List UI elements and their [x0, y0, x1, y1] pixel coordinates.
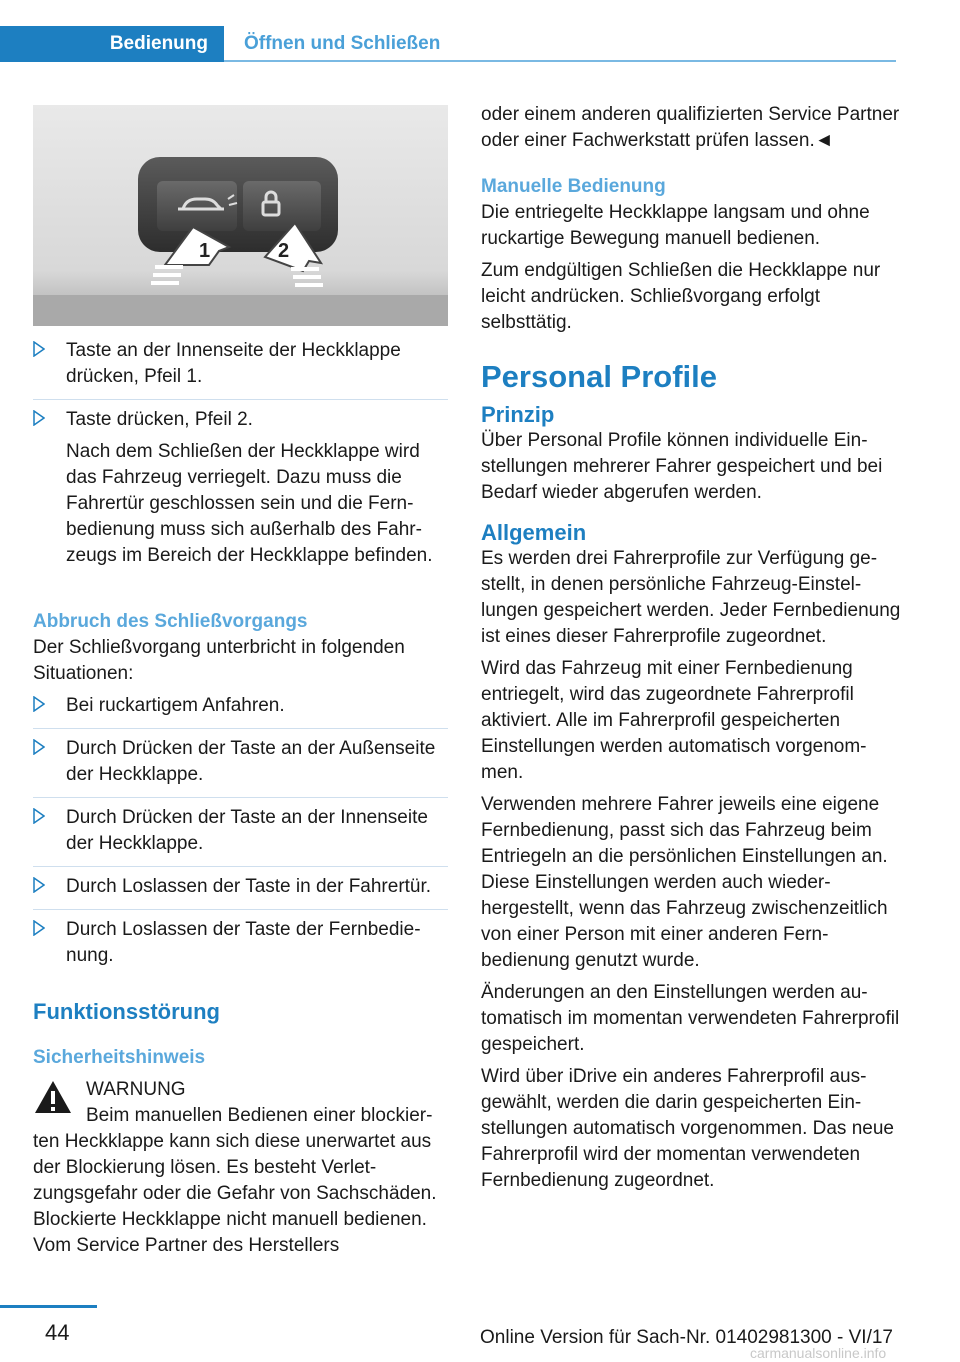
warning-block	[33, 1077, 448, 1259]
triangle-bullet-icon	[33, 739, 45, 755]
page-number: 44	[45, 1320, 70, 1345]
manual-heading: Manuelle Bedienung	[481, 176, 666, 197]
general-paragraph: Es werden drei Fahrerprofile zur Verfügung gestellt, in denen persönliche Fahrzeug-Einstellungen gespeichert werden. Jeder Fernbedienung ist eines dieser Fahrerprofile zugeordnet.	[481, 548, 901, 647]
list-item: Durch Drücken der Taste an der Innenseite der Heckklappe.	[33, 805, 448, 867]
triangle-bullet-icon	[33, 410, 45, 426]
chapter-header	[0, 26, 440, 62]
open-tailgate-button	[157, 181, 237, 231]
abort-heading: Abbruch des Schließvorgangs	[33, 611, 308, 632]
triangle-bullet-icon	[33, 696, 45, 712]
abort-list	[33, 693, 448, 978]
abort-intro: Der Schließvorgang unterbricht in folgenden Situationen:	[33, 637, 405, 684]
list-item: Bei ruckartigem Anfahren.	[33, 693, 448, 729]
steps-list	[33, 338, 448, 584]
left-column	[33, 338, 448, 1259]
svg-text:1: 1	[199, 240, 211, 262]
chapter-tab: Öffnen und Schließen	[244, 33, 441, 54]
triangle-bullet-icon	[33, 341, 45, 357]
list-item: Durch Loslassen der Taste in der Fahrertür.	[33, 874, 448, 910]
section-tab: Bedienung	[0, 26, 224, 62]
warning-label: WARNUNG	[86, 1079, 186, 1100]
warning-text: Beim manuellen Bedienen einer blockierten Heckklappe kann sich diese unerwartet aus der Blockierung lösen. Es besteht Verletzungsgefahr oder die Gefahr von Sachschäden. Blockierte Heckklappe nicht manuell bedienen. Vom Service Partner des Herstellers	[33, 1105, 437, 1256]
triangle-bullet-icon	[33, 808, 45, 824]
general-paragraph: Wird das Fahrzeug mit einer Fernbedienung entriegelt, wird das zugeordnete Fahrerprofil aktiviert. Alle im Fahrerprofil gespeicherten Einstellungen werden automatisch vorgenommen.	[481, 658, 867, 783]
list-item: Taste drücken, Pfeil 2. Nach dem Schließen der Heckklappe wird das Fahrzeug verriegelt. Dazu muss die Fahrertür geschlossen sein und die Fernbedienung muss sich außerhalb des Fahrzeugs im Bereich der Heckklappe befinden.	[33, 407, 448, 584]
header-rule	[224, 60, 896, 62]
online-version-note: Online Version für Sach-Nr. 01402981300 - VI/17	[480, 1327, 893, 1348]
general-heading: Allgemein	[481, 520, 587, 545]
manual-paragraph: Zum endgültigen Schließen die Heckklappe nur leicht andrücken. Schließvorgang erfolgt selbsttätig.	[481, 260, 881, 333]
right-column	[481, 102, 901, 1200]
malfunction-heading: Funktionsstörung	[33, 999, 220, 1024]
list-item: Taste an der Innenseite der Heckklappe drücken, Pfeil 1.	[33, 338, 448, 400]
general-paragraph: Änderungen an den Einstellungen werden automatisch im momentan verwendeten Fahrerprofil gespeichert.	[481, 982, 900, 1055]
step-note: Nach dem Schließen der Heckklappe wird das Fahrzeug verriegelt. Dazu muss die Fahrertür geschlossen sein und die Fernbedienung muss sich außerhalb des Fahrzeugs im Bereich der Heckklappe befinden.	[66, 441, 433, 566]
list-item: Durch Drücken der Taste an der Außenseite der Heckklappe.	[33, 736, 448, 798]
warning-triangle-icon	[33, 1079, 73, 1115]
section-title: Personal Profile	[481, 359, 718, 394]
general-paragraph: Wird über iDrive ein anderes Fahrerprofil ausgewählt, werden die darin gespeicherten Einstellungen automatisch vorgenommen. Das neue Fahrerprofil wird der momentan verwendeten Fernbedienung zugeordnet.	[481, 1066, 894, 1191]
principle-heading: Prinzip	[481, 402, 555, 427]
tailgate-buttons-photo	[33, 105, 448, 326]
lock-button	[243, 181, 321, 231]
watermark: carmanualsonline.info	[750, 1345, 887, 1361]
triangle-bullet-icon	[33, 920, 45, 936]
general-paragraph: Verwenden mehrere Fahrer jeweils eine eigene Fernbedienung, passt sich das Fahrzeug beim Entriegeln an die persönlichen Einstellungen an. Diese Einstellungen werden auch wiederhergestellt, wenn das Fahrzeug zwischenzeitlich von einer Person mit einer anderen Fernbedienung genutzt wurde.	[481, 794, 888, 971]
manual-paragraph: Die entriegelte Heckklappe langsam und ohne ruckartige Bewegung manuell bedienen.	[481, 202, 870, 249]
footer-rule	[0, 1305, 97, 1308]
continuation-text: oder einem anderen qualifizierten Service Partner oder einer Fachwerkstatt prüfen lassen.◄	[481, 104, 900, 151]
svg-text:2: 2	[278, 240, 290, 262]
principle-text: Über Personal Profile können individuelle Einstellungen mehrerer Fahrer gespeichert und bei Bedarf wieder abgerufen werden.	[481, 430, 883, 503]
list-item: Durch Loslassen der Taste der Fernbedienung.	[33, 917, 448, 978]
safety-heading: Sicherheitshinweis	[33, 1047, 206, 1068]
triangle-bullet-icon	[33, 877, 45, 893]
